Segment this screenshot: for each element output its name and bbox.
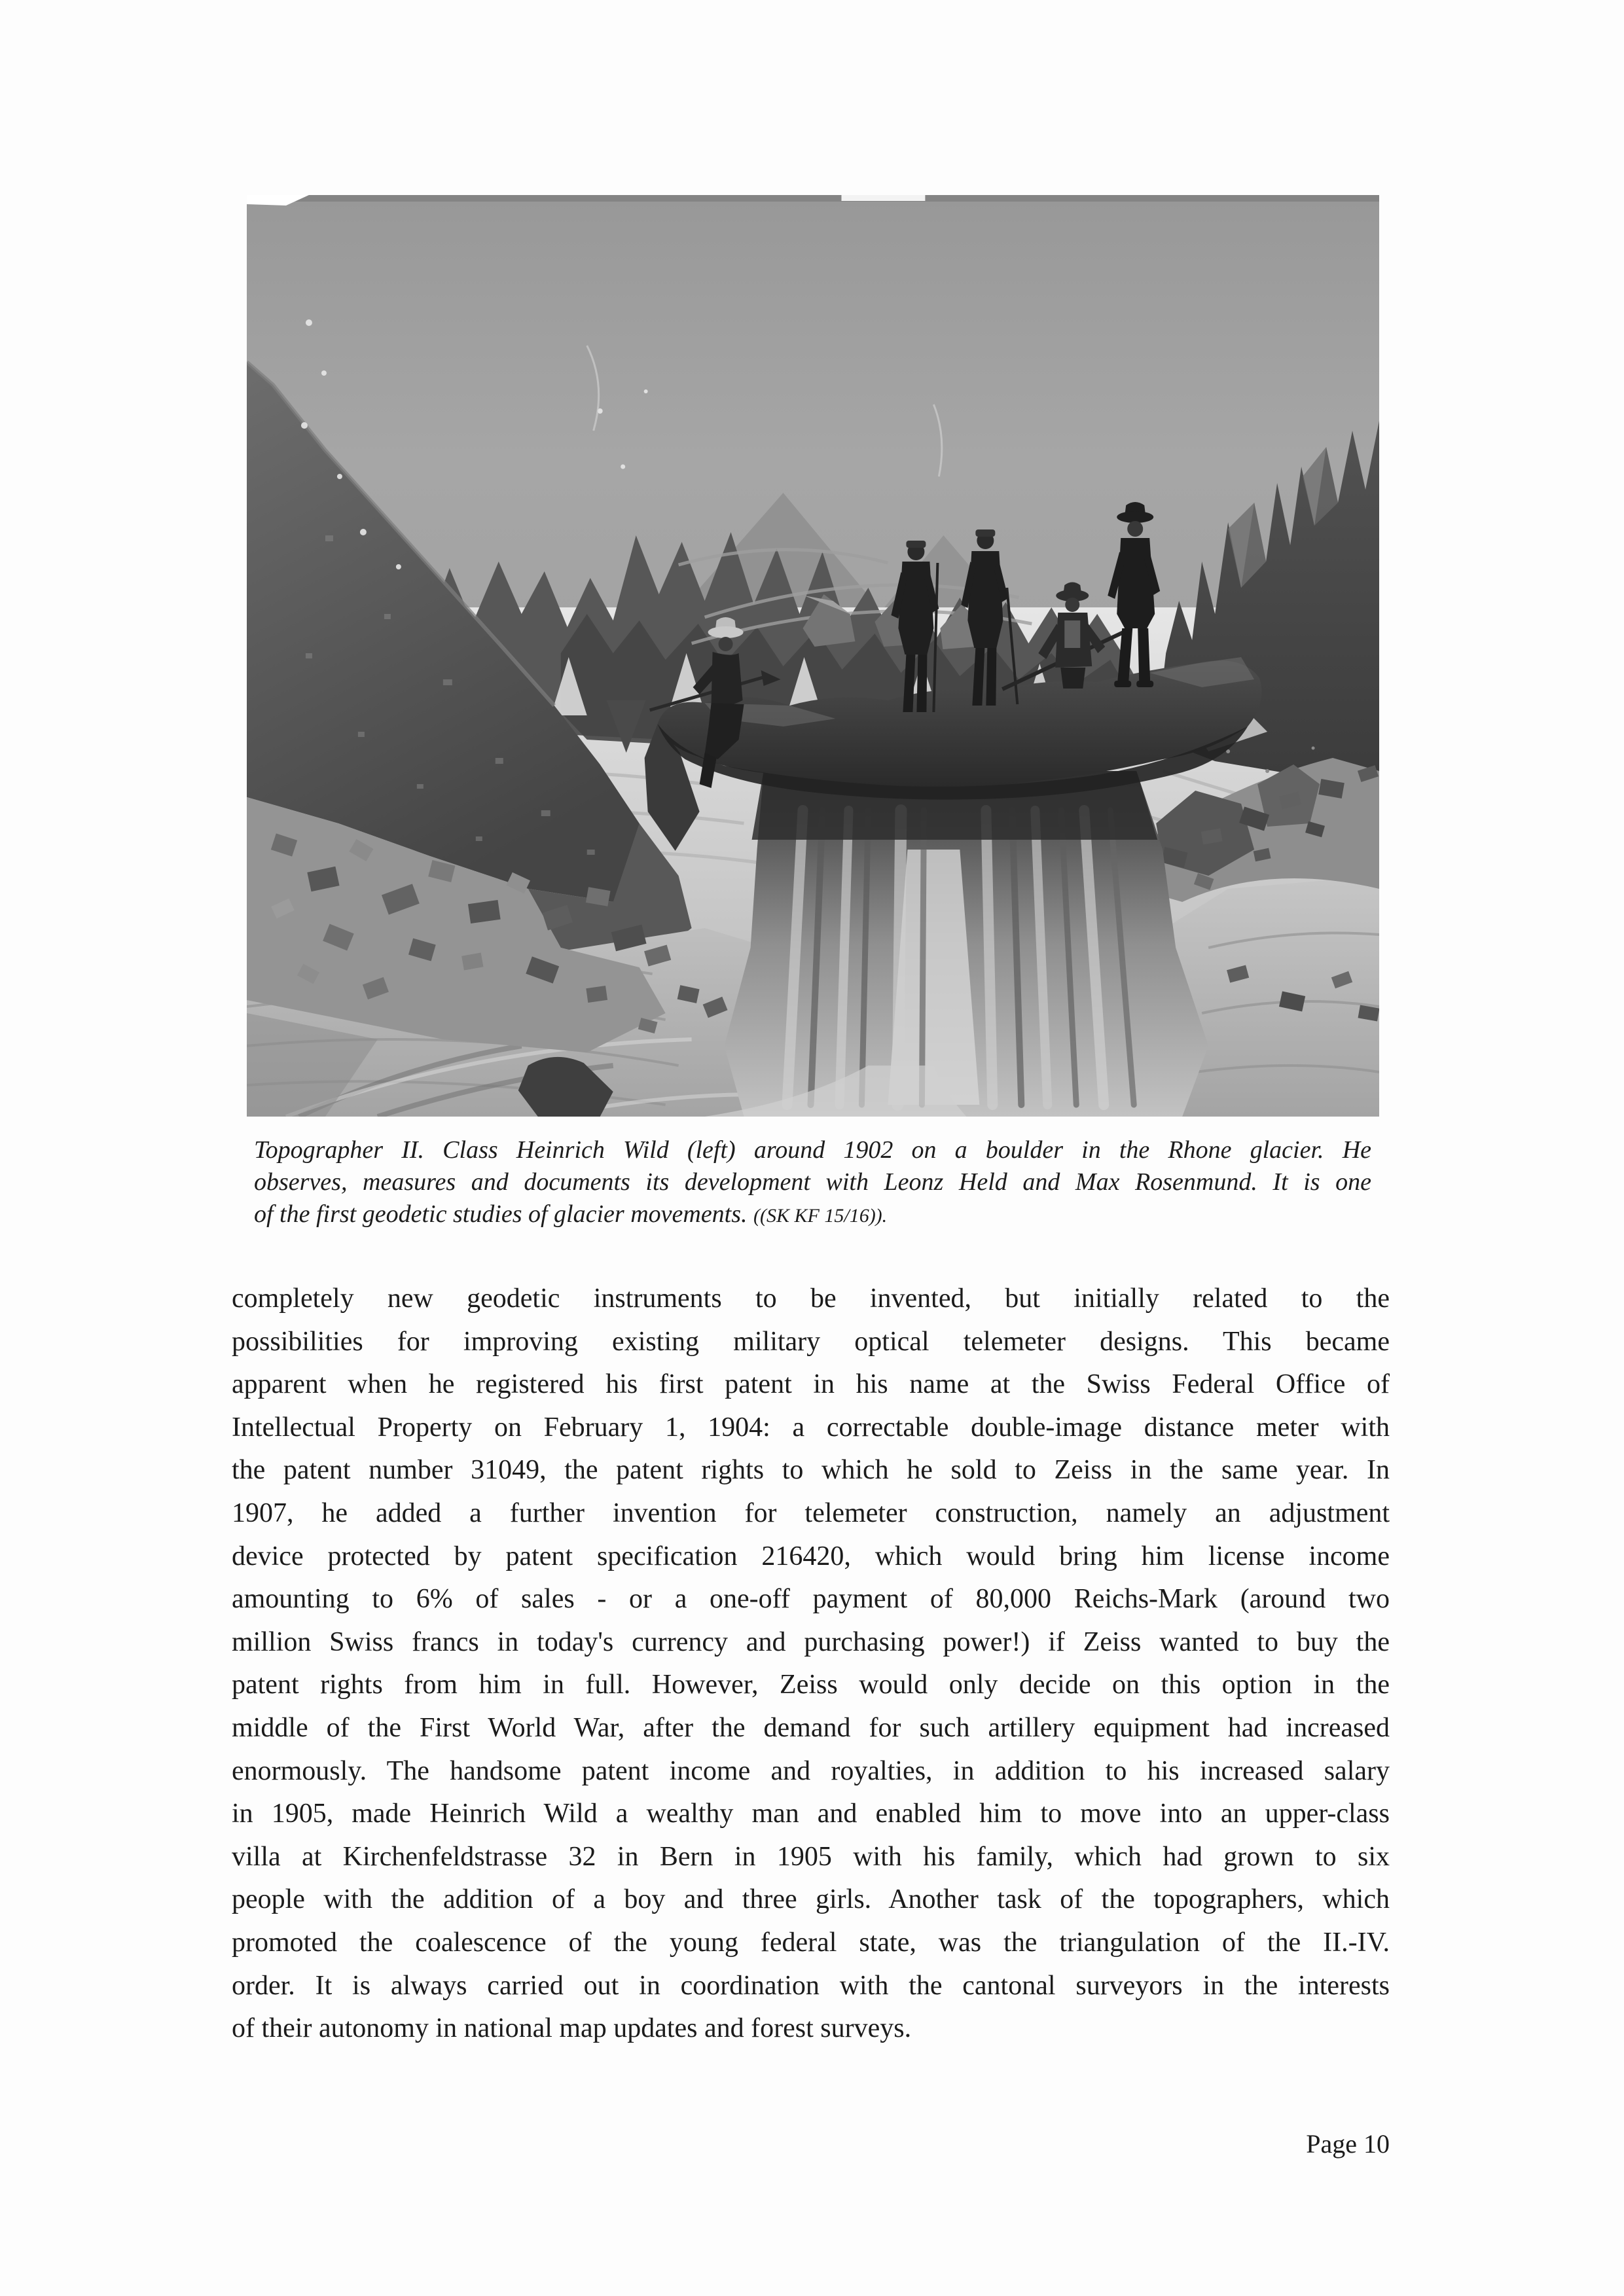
figure-caption: [254, 1134, 1371, 1232]
body-text-line: middle of the First World War, after the demand for such artillery equipment had increased: [232, 1712, 1390, 1743]
body-text-line: completely new geodetic instruments to be invented, but initially related to the: [232, 1283, 1390, 1314]
body-text-line: 1907, he added a further invention for telemeter construction, namely an adjustment: [232, 1498, 1390, 1528]
body-text-line: amounting to 6% of sales - or a one-off payment of 80,000 Reichs-Mark (around two: [232, 1584, 1390, 1615]
body-text-line: possibilities for improving existing military optical telemeter designs. This became: [232, 1326, 1390, 1357]
caption-line-last: [254, 1198, 1371, 1232]
body-text-line: million Swiss francs in today's currency and purchasing power!) if Zeiss wanted to buy the: [232, 1626, 1390, 1657]
body-text-line: promoted the coalescence of the young federal state, was the triangulation of the II.-IV.: [232, 1927, 1390, 1958]
caption-reference: ((SK KF 15/16)).: [753, 1205, 888, 1227]
body-text-line: the patent number 31049, the patent rights to which he sold to Zeiss in the same year. In: [232, 1455, 1390, 1486]
body-text-line: patent rights from him in full. However, Zeiss would only decide on this option in the: [232, 1670, 1390, 1700]
body-text-line: villa at Kirchenfeldstrasse 32 in Bern in 1905 with his family, which had grown to six: [232, 1841, 1390, 1872]
body-text-line: of their autonomy in national map updates and forest surveys.: [232, 2013, 912, 2044]
ice-pedestal: [725, 771, 1209, 1117]
page-number-label: Page 10: [1306, 2129, 1390, 2159]
main-paragraph: [232, 1278, 1390, 2051]
body-text-line: order. It is always carried out in coordination with the cantonal surveyors in the interests: [232, 1970, 1390, 2001]
body-text-line: enormously. The handsome patent income and royalties, in addition to his increased salary: [232, 1755, 1390, 1786]
body-text-line: people with the addition of a boy and three girls. Another task of the topographers, which: [232, 1884, 1390, 1915]
page-footer: [232, 2128, 1390, 2159]
body-text-line: Intellectual Property on February 1, 1904: a correctable double-image distance meter with: [232, 1412, 1390, 1443]
caption-line: Topographer II. Class Heinrich Wild (left) around 1902 on a boulder in the Rhone glacier. He: [254, 1136, 1371, 1164]
caption-line: observes, measures and documents its development with Leonz Held and Max Rosenmund. It is one: [254, 1168, 1371, 1196]
body-text-line: apparent when he registered his first patent in his name at the Swiss Federal Office of: [232, 1369, 1390, 1400]
figure-photo: [247, 195, 1379, 1117]
glacier-photo: [247, 195, 1379, 1117]
caption-justified-lines: [254, 1134, 1371, 1198]
caption-text: of the first geodetic studies of glacier movements.: [254, 1200, 754, 1228]
body-text-line: device protected by patent specification 216420, which would bring him license income: [232, 1541, 1390, 1571]
body-text-line: in 1905, made Heinrich Wild a wealthy man and enabled him to move into an upper-class: [232, 1799, 1390, 1829]
